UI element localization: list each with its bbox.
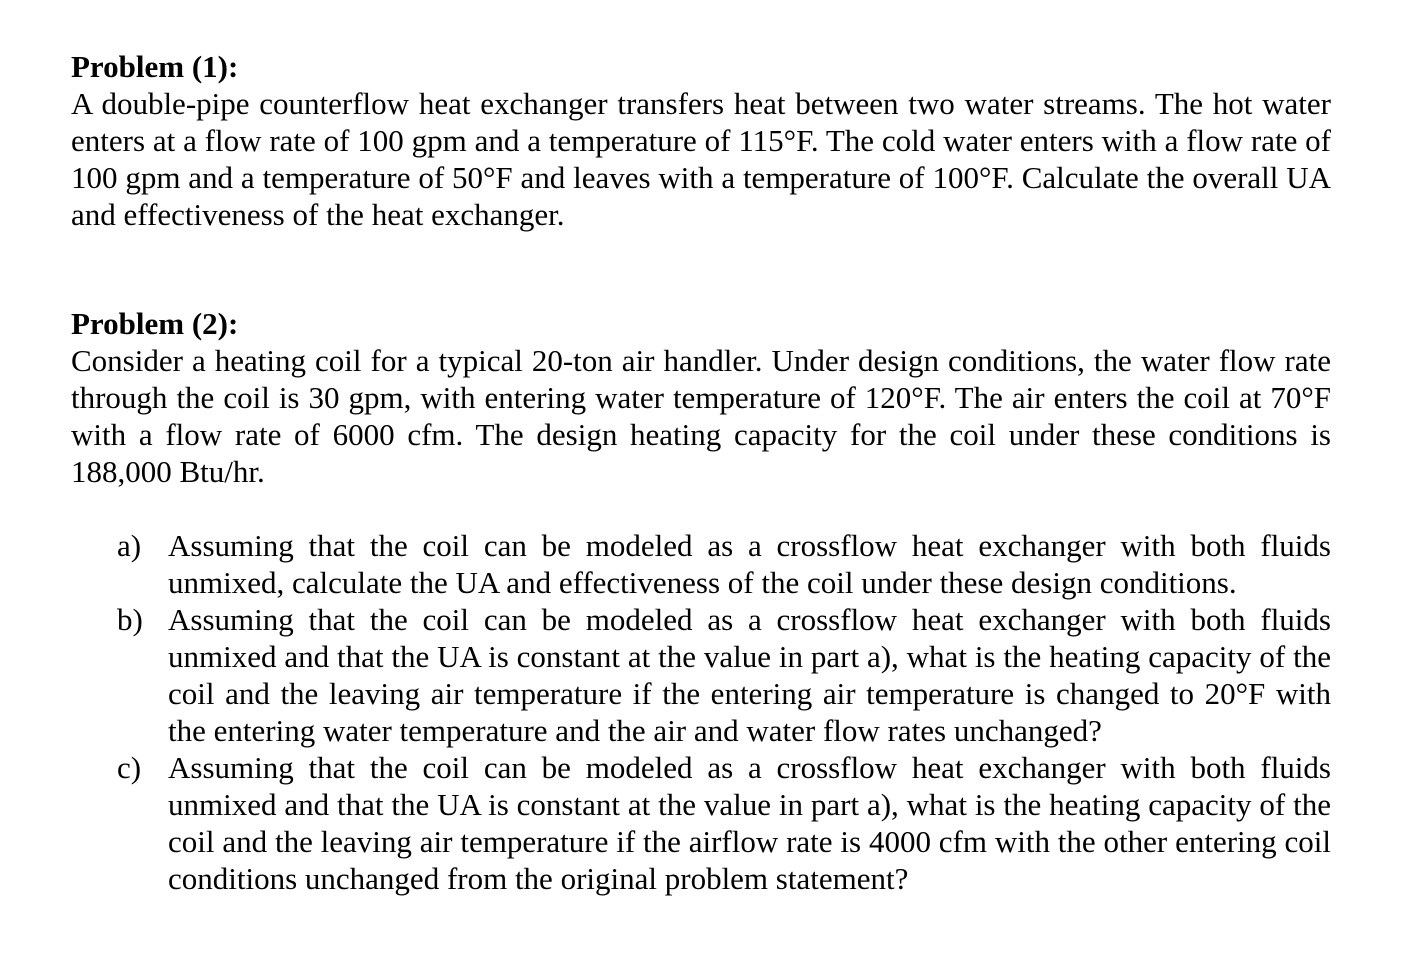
problem-2-title: Problem (2):: [71, 306, 239, 341]
problem-1-statement: A double-pipe counterflow heat exchanger transfers heat between two water streams. The hot water enters at a flow rate of 100 gpm and a temperature of 115°F. The cold water enters with a flow rate of 100 gpm and a temperature of 50°F and leaves with a temperature of 100°F. Calculate the overall UA and effectiveness of the heat exchanger.: [71, 86, 1331, 232]
part-b: [71, 601, 1331, 749]
problem-2-statement: Consider a heating coil for a typical 20-ton air handler. Under design conditions, the water flow rate through the coil is 30 gpm, with entering water temperature of 120°F. The air enters the coil at 70°F with a flow rate of 6000 cfm. The design heating capacity for the coil under these conditions is 188,000 Btu/hr.: [71, 343, 1331, 489]
part-c-label: c): [117, 750, 142, 785]
problem-2: [71, 305, 1331, 897]
document: [71, 48, 1331, 897]
part-a-text: Assuming that the coil can be modeled as a crossflow heat exchanger with both fluids unmixed, calculate the UA and effectiveness of the coil under these design conditions.: [168, 528, 1331, 600]
problem-2-parts: [71, 527, 1331, 897]
part-a-label: a): [117, 528, 142, 563]
part-c-text: Assuming that the coil can be modeled as a crossflow heat exchanger with both fluids unmixed and that the UA is constant at the value in part a), what is the heating capacity of the coil and the leaving air temperature if the airflow rate is 4000 cfm with the other entering coil conditions unchanged from the original problem statement?: [168, 750, 1331, 896]
part-a: [71, 527, 1331, 601]
part-c: [71, 749, 1331, 897]
part-b-label: b): [117, 602, 143, 637]
problem-1-title: Problem (1):: [71, 49, 239, 84]
problem-1: [71, 48, 1331, 233]
part-b-text: Assuming that the coil can be modeled as a crossflow heat exchanger with both fluids unmixed and that the UA is constant at the value in part a), what is the heating capacity of the coil and the leaving air temperature if the entering air temperature is changed to 20°F with the entering water temperature and the air and water flow rates unchanged?: [168, 602, 1331, 748]
